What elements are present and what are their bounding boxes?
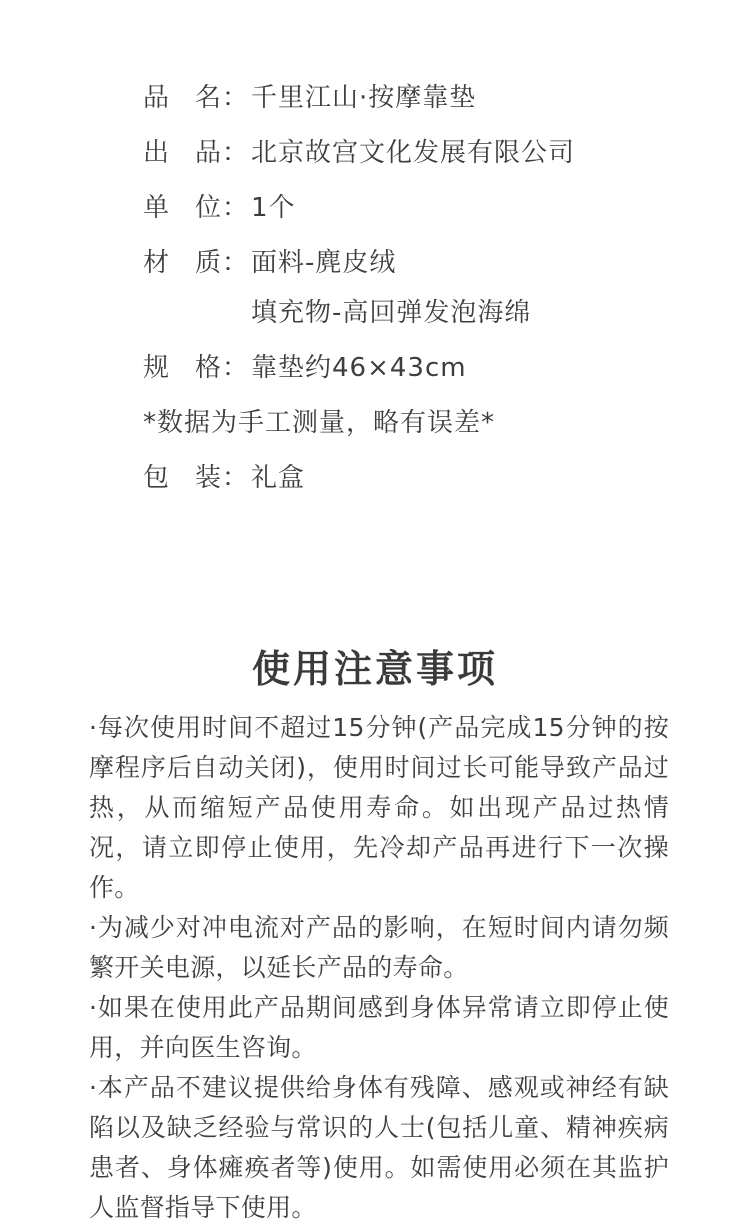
- note-item: ·本产品不建议提供给身体有残障、感观或神经有缺陷以及缺乏经验与常识的人士(包括儿童、精神疾病患者、身体瘫痪者等)使用。如需使用必须在其监护人监督指导下使用。: [89, 1073, 669, 1222]
- section-title: 使用注意事项: [251, 647, 498, 691]
- spec-value: 千里江山·按摩靠垫: [251, 82, 477, 113]
- spec-label-char: 名：: [195, 82, 250, 113]
- spec-row-size: [143, 345, 703, 385]
- spec-row-producer: [143, 130, 703, 170]
- measurement-note: [143, 400, 703, 440]
- spec-label-char: 材: [143, 247, 171, 278]
- spec-label-char: 包: [143, 462, 171, 493]
- spec-value: 填充物-高回弹发泡海绵: [251, 297, 532, 328]
- spec-label: [143, 132, 251, 169]
- spec-value: 1个: [251, 192, 296, 223]
- spec-row-unit: [143, 185, 703, 225]
- spec-row-material: [143, 240, 703, 280]
- spec-label-char: 格：: [195, 352, 250, 383]
- spec-label-char: 品: [143, 82, 171, 113]
- spec-label-char: 装：: [195, 462, 250, 493]
- spec-label-char: 位：: [195, 192, 250, 223]
- spec-row-name: [143, 75, 703, 115]
- note-item: ·为减少对冲电流对产品的影响，在短时间内请勿频繁开关电源，以延长产品的寿命。: [89, 913, 669, 982]
- note-text: *数据为手工测量，略有误差*: [143, 407, 496, 438]
- note-item: ·每次使用时间不超过15分钟(产品完成15分钟的按摩程序后自动关闭)，使用时间过长可能导致产品过热，从而缩短产品使用寿命。如出现产品过热情况，请立即停止使用，先冷却产品再进行下一次操作。: [89, 713, 669, 902]
- spec-label: [143, 242, 251, 279]
- spec-label-char: 出: [143, 137, 171, 168]
- spec-label-char: 质：: [195, 247, 250, 278]
- spec-label: [143, 457, 251, 494]
- spec-label-char: 品：: [195, 137, 250, 168]
- product-specs: [143, 75, 703, 510]
- spec-label: [143, 347, 251, 384]
- spec-value: 北京故宫文化发展有限公司: [251, 137, 576, 168]
- spec-value: 礼盒: [251, 462, 306, 493]
- usage-notes: [89, 708, 669, 1228]
- spec-row-packaging: [143, 455, 703, 495]
- spec-value: 面料-麂皮绒: [251, 247, 397, 278]
- spec-label: [143, 77, 251, 114]
- note-item: ·如果在使用此产品期间感到身体异常请立即停止使用，并向医生咨询。: [89, 993, 669, 1062]
- spec-row-material-filling: [143, 290, 703, 330]
- spec-label-char: 单: [143, 192, 171, 223]
- spec-value: 靠垫约46×43cm: [251, 352, 467, 383]
- spec-label: [143, 187, 251, 224]
- spec-label-char: 规: [143, 352, 171, 383]
